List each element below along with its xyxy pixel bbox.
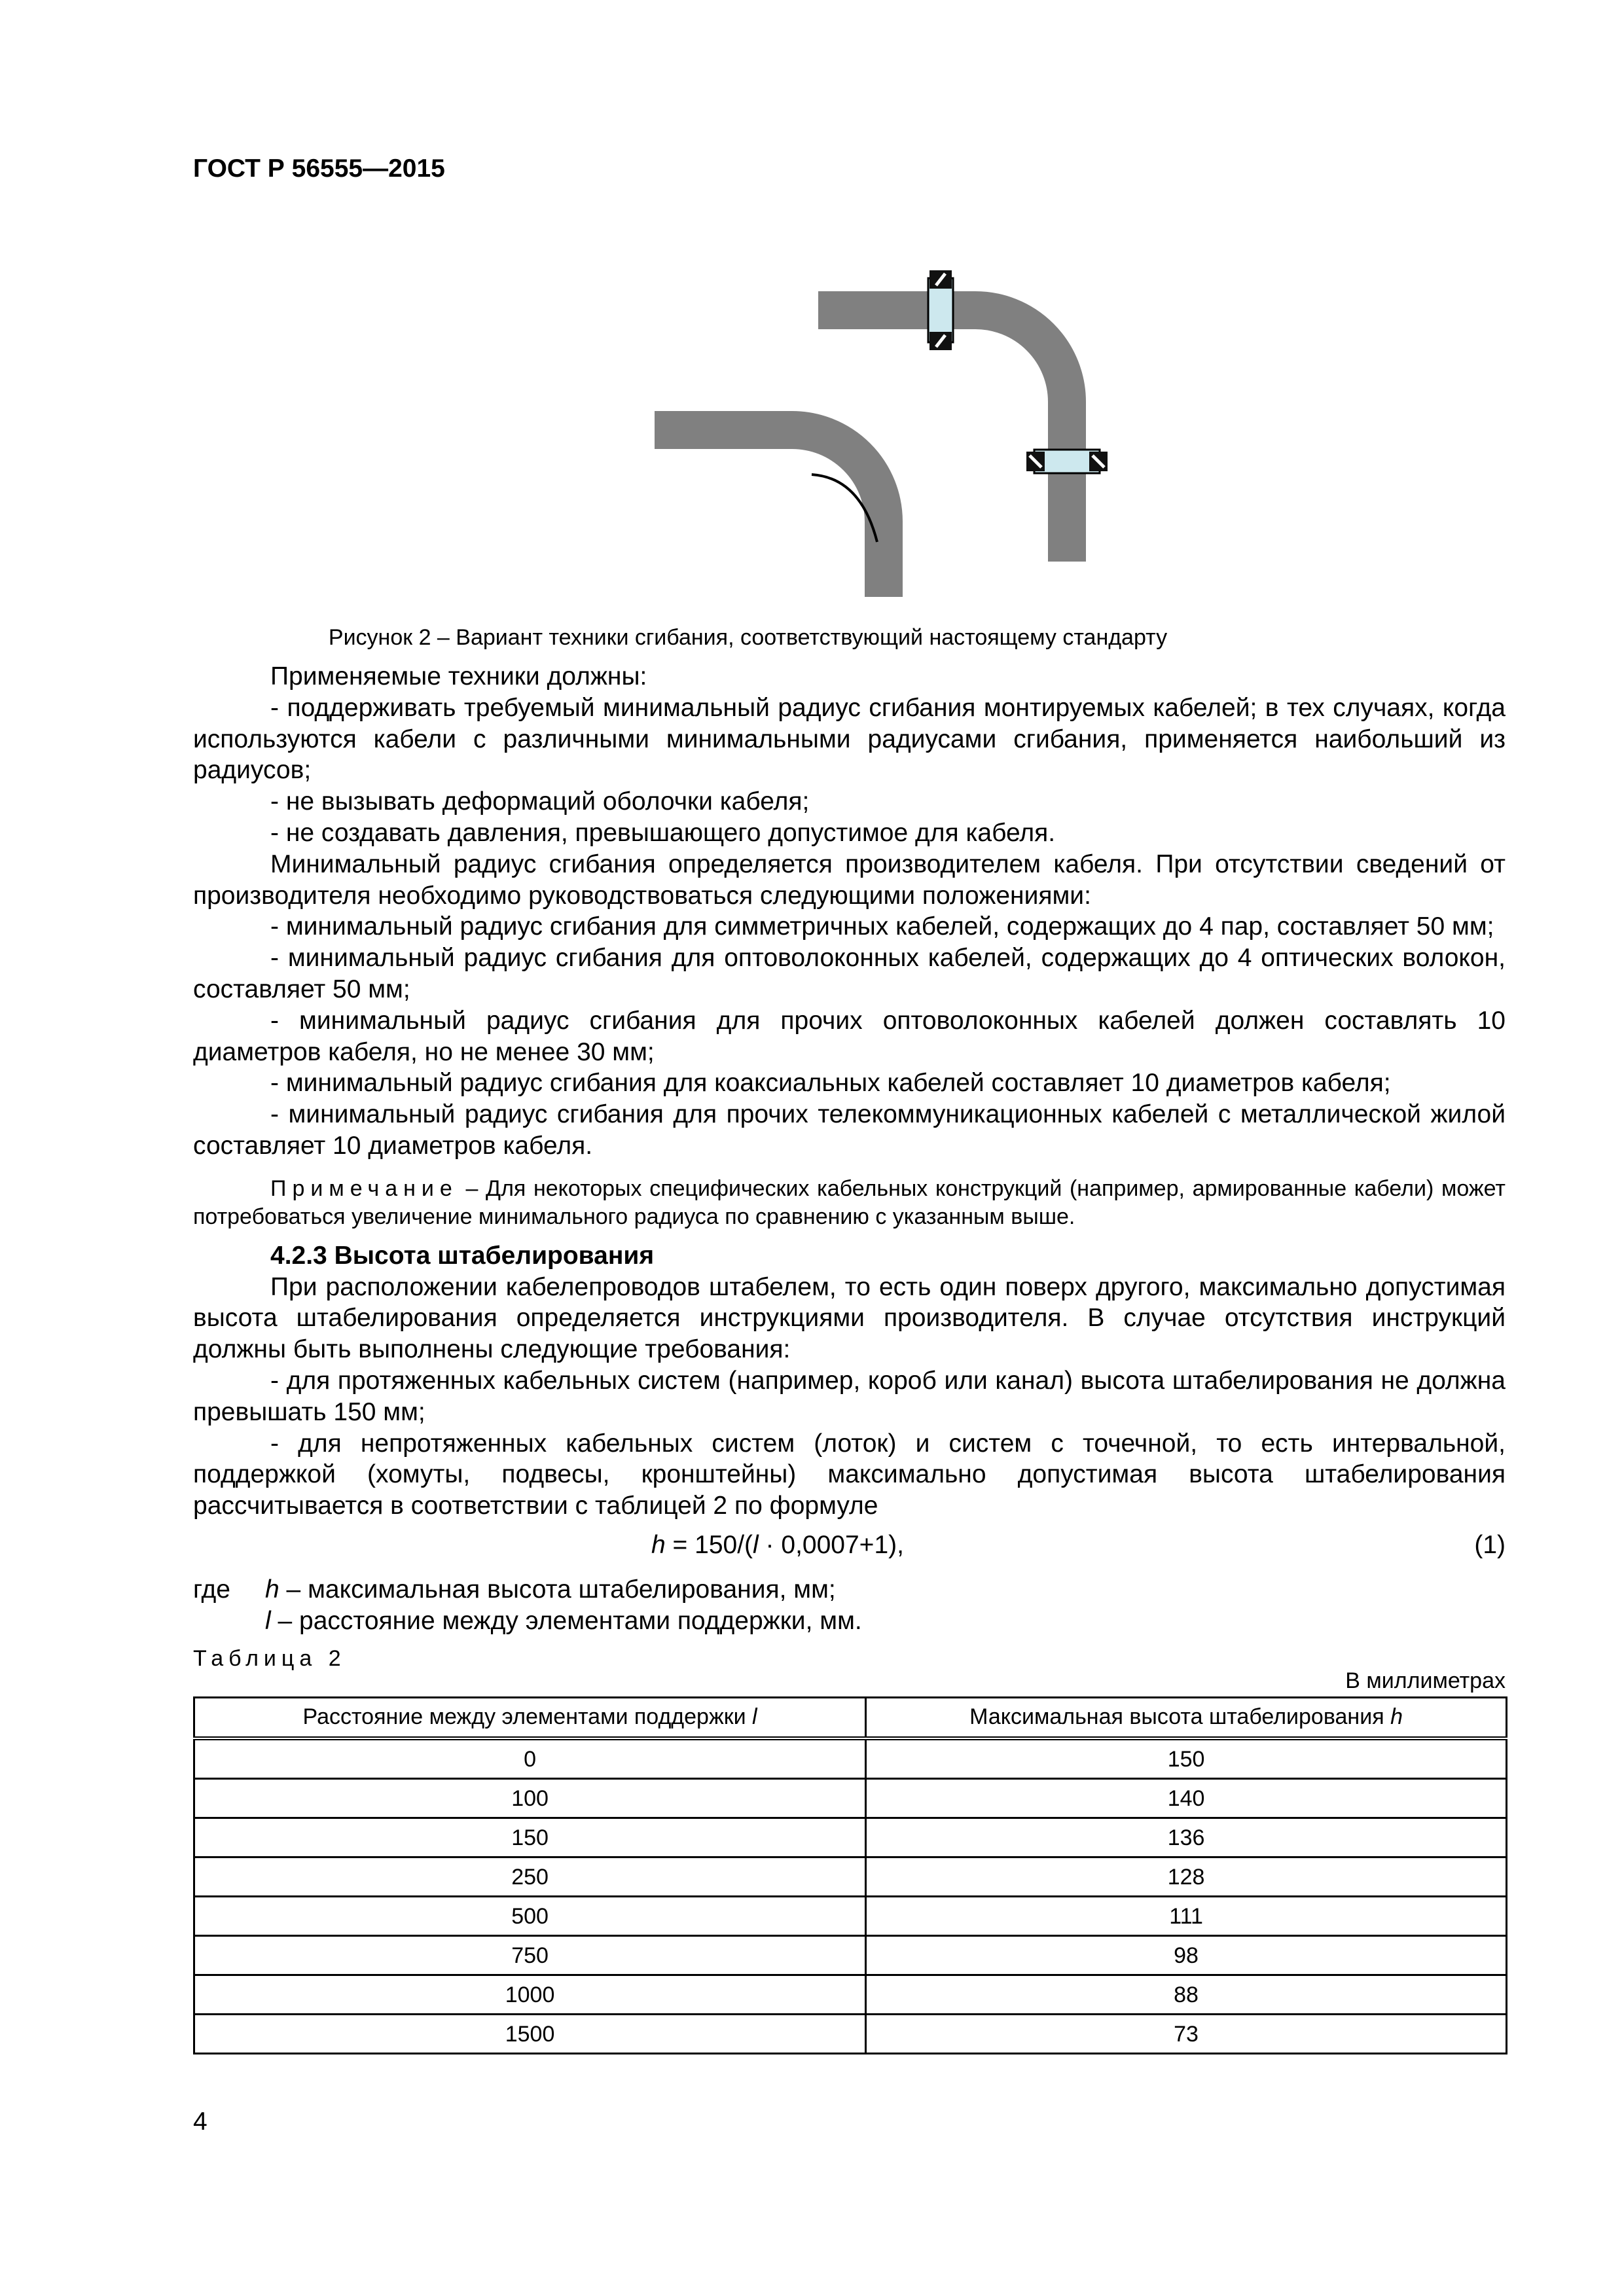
h-definition-text: – максимальная высота штабелирования, мм; bbox=[279, 1575, 836, 1604]
table-cell: 100 bbox=[194, 1779, 866, 1818]
header-symbol: l bbox=[752, 1704, 757, 1730]
left-cable-bend bbox=[655, 430, 884, 597]
paragraph: - минимальный радиус сгибания для коаксиальных кабелей составляет 10 диаметров кабеля; bbox=[270, 1069, 1391, 1098]
table-cell: 73 bbox=[866, 2015, 1507, 2054]
where-h-definition bbox=[265, 1574, 836, 1605]
column-header-height bbox=[866, 1698, 1507, 1739]
horizontal-clamp bbox=[1026, 450, 1108, 473]
table-row bbox=[194, 1897, 1507, 1936]
header-text: Максимальная высота штабелирования bbox=[969, 1704, 1391, 1730]
paragraph: - минимальный радиус сгибания для оптоволоконных кабелей, содержащих до 4 оптических волокон, составляет 50 мм; bbox=[193, 944, 1506, 1003]
paragraph: - не создавать давления, превышающего допустимое для кабеля. bbox=[270, 818, 1056, 847]
paragraph: - минимальный радиус сгибания для прочих телекоммуникационных кабелей с металлической жилой составляет 10 диаметров кабеля. bbox=[193, 1100, 1506, 1160]
table-cell: 150 bbox=[194, 1818, 866, 1857]
h-symbol: h bbox=[265, 1575, 280, 1604]
bending-technique-figure bbox=[628, 262, 1139, 609]
table-header-row bbox=[194, 1698, 1507, 1739]
table-row bbox=[194, 1738, 1507, 1779]
l-definition-text: – расстояние между элементами поддержки, мм. bbox=[270, 1606, 862, 1635]
table-cell: 1500 bbox=[194, 2015, 866, 2054]
note bbox=[193, 1175, 1506, 1231]
note-label: Примечание bbox=[270, 1175, 458, 1201]
table-row bbox=[194, 1936, 1507, 1975]
table-cell: 1000 bbox=[194, 1975, 866, 2015]
header-text: Расстояние между элементами поддержки bbox=[302, 1704, 753, 1730]
note-text: – Для некоторых специфических кабельных конструкций (например, армированные кабели) может потребоваться увеличение минимального радиуса по сравнению с указанным выше. bbox=[193, 1175, 1506, 1229]
column-header-distance bbox=[194, 1698, 866, 1739]
table-units: В миллиметрах bbox=[1345, 1668, 1506, 1694]
table-cell: 140 bbox=[866, 1779, 1507, 1818]
paragraph: - минимальный радиус сгибания для прочих оптоволоконных кабелей должен составлять 10 диаметров кабеля, но не менее 30 мм; bbox=[193, 1006, 1506, 1066]
section-title: 4.2.3 Высота штабелирования bbox=[270, 1241, 655, 1270]
table-cell: 750 bbox=[194, 1936, 866, 1975]
paragraph: - не вызывать деформаций оболочки кабеля; bbox=[270, 787, 810, 816]
table-cell: 136 bbox=[866, 1818, 1507, 1857]
formula-h-symbol: h bbox=[651, 1530, 666, 1559]
table-title: Таблица 2 bbox=[193, 1645, 346, 1671]
formula-l-symbol: l bbox=[753, 1530, 759, 1559]
table-cell: 88 bbox=[866, 1975, 1507, 2015]
table-cell: 0 bbox=[194, 1738, 866, 1779]
l-symbol: l bbox=[265, 1606, 271, 1635]
formula-number: (1) bbox=[1474, 1530, 1506, 1559]
table-row bbox=[194, 1975, 1507, 2015]
where-h-line bbox=[193, 1574, 1506, 1605]
paragraph: - минимальный радиус сгибания для симметричных кабелей, содержащих до 4 пар, составляет 50 мм; bbox=[270, 912, 1494, 941]
figure-caption: Рисунок 2 – Вариант техники сгибания, соответствующий настоящему стандарту bbox=[328, 625, 1168, 650]
formula-part: = 150/( bbox=[665, 1530, 753, 1559]
where-l-line bbox=[193, 1605, 1506, 1637]
where-l-definition bbox=[265, 1605, 862, 1637]
vertical-clamp bbox=[928, 270, 953, 350]
where-word: где bbox=[193, 1575, 230, 1604]
header-symbol: h bbox=[1390, 1704, 1403, 1730]
formula-part: · 0,0007+1), bbox=[758, 1530, 904, 1559]
table-row bbox=[194, 1818, 1507, 1857]
paragraph: При расположении кабелепроводов штабелем, то есть один поверх другого, максимально допустимая высота штабелирования определяется инструкциями производителя. В случае отсутствия инструкций должны быть выполнены следующие требования: bbox=[193, 1272, 1506, 1364]
table-row bbox=[194, 2015, 1507, 2054]
table-cell: 250 bbox=[194, 1857, 866, 1897]
paragraph: - для протяженных кабельных систем (например, короб или канал) высота штабелирования не должна превышать 150 мм; bbox=[193, 1366, 1506, 1426]
page-number: 4 bbox=[193, 2108, 208, 2136]
table-cell: 128 bbox=[866, 1857, 1507, 1897]
paragraph: Минимальный радиус сгибания определяется производителем кабеля. При отсутствии сведений от производителя необходимо руководствоваться следующими положениями: bbox=[193, 850, 1506, 910]
table-row bbox=[194, 1857, 1507, 1897]
formula-expression bbox=[651, 1530, 904, 1561]
stacking-height-table bbox=[193, 1696, 1507, 2054]
main-text bbox=[193, 661, 1506, 2054]
table-cell: 111 bbox=[866, 1897, 1507, 1936]
paragraph: - поддерживать требуемый минимальный радиус сгибания монтируемых кабелей; в тех случаях, когда используются кабели с различными минимальными радиусами сгибания, применяется наибольший из радиусов; bbox=[193, 693, 1506, 785]
table-cell: 150 bbox=[866, 1738, 1507, 1779]
formula bbox=[193, 1524, 1506, 1564]
table-cell: 98 bbox=[866, 1936, 1507, 1975]
document-code-header: ГОСТ Р 56555—2015 bbox=[193, 154, 445, 183]
table-row bbox=[194, 1779, 1507, 1818]
paragraph: Применяемые техники должны: bbox=[270, 662, 647, 691]
table-cell: 500 bbox=[194, 1897, 866, 1936]
paragraph: - для непротяженных кабельных систем (лоток) и систем с точечной, то есть интервальной, поддержкой (хомуты, подвесы, кронштейны) максимально допустимая высота штабелирования рассчитывается в соответствии с таблицей 2 по формуле bbox=[193, 1429, 1506, 1520]
